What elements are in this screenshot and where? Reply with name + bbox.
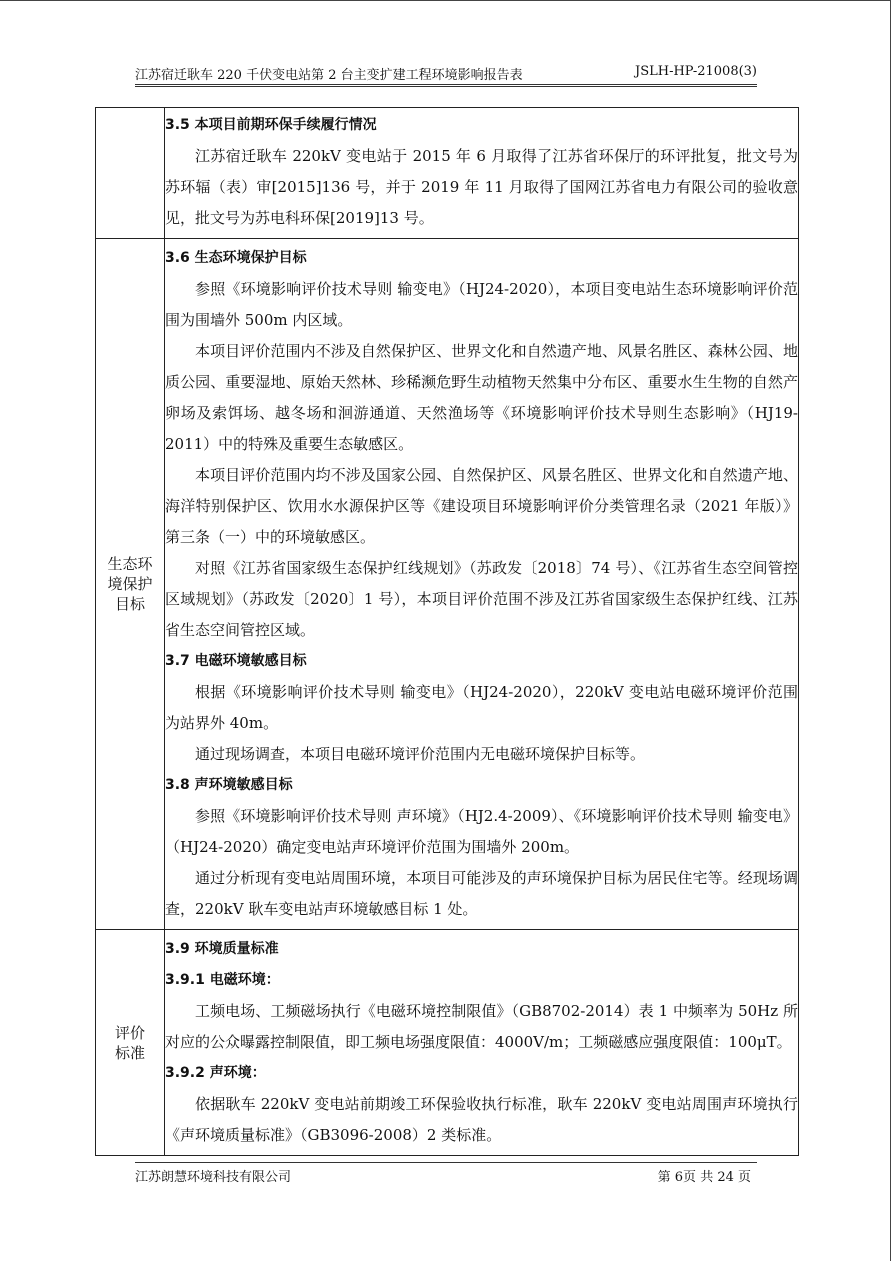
page-header [135, 64, 757, 84]
page-footer [135, 1166, 757, 1186]
table-row-standards [96, 930, 799, 1156]
paragraph: 本项目评价范围内均不涉及国家公园、自然保护区、风景名胜区、世界文化和自然遗产地、海洋特别保护区、饮用水水源保护区等《建设项目环境影响评价分类管理名录（2021 年版）》第三条（一）中的环境敏感区。 [165, 466, 798, 546]
table-row-3-5 [96, 108, 799, 239]
section-heading: 3.8 声环境敏感目标 [165, 777, 293, 793]
row-content [165, 930, 799, 1156]
doc-code: JSLH-HP-21008(3) [634, 64, 757, 79]
header-rule [135, 84, 757, 85]
footer-rule [135, 1162, 757, 1163]
paragraph: 江苏宿迁耿车 220kV 变电站于 2015 年 6 月取得了江苏省环保厅的环评批复，批文号为苏环辐（表）审[2015]136 号，并于 2019 年 11 月取得了国网江苏省电力有限公司的验收意见，批文号为苏电科环保[2019]13 号。 [165, 147, 798, 227]
subsection-heading: 3.9.2 声环境： [165, 1065, 266, 1081]
page-number: 第 6页 共 24 页 [657, 1170, 751, 1185]
header-rule-double [135, 86, 757, 87]
subsection-heading: 3.9.1 电磁环境： [165, 972, 280, 988]
paragraph: 通过现场调查，本项目电磁环境评价范围内无电磁环境保护目标等。 [195, 745, 646, 763]
paragraph: 参照《环境影响评价技术导则 声环境》（HJ2.4-2009）、《环境影响评价技术导则 输变电》（HJ24-2020）确定变电站声环境评价范围为围墙外 200m。 [165, 807, 798, 856]
row-content [165, 239, 799, 930]
section-heading: 3.5 本项目前期环保手续履行情况 [165, 117, 377, 133]
company-name: 江苏朗慧环境科技有限公司 [135, 1170, 292, 1185]
row-content [165, 108, 799, 239]
section-heading: 3.9 环境质量标准 [165, 941, 279, 957]
paragraph: 根据《环境影响评价技术导则 输变电》（HJ24-2020），220kV 变电站电磁环境评价范围为站界外 40m。 [165, 683, 798, 732]
paragraph: 对照《江苏省国家级生态保护红线规划》（苏政发〔2018〕74 号）、《江苏省生态空间管控区域规划》（苏政发〔2020〕1 号），本项目评价范围不涉及江苏省国家级生态保护红线、江苏省生态空间管控区域。 [165, 559, 798, 639]
paragraph: 本项目评价范围内不涉及自然保护区、世界文化和自然遗产地、风景名胜区、森林公园、地质公园、重要湿地、原始天然林、珍稀濒危野生动植物天然集中分布区、重要水生生物的自然产卵场及索饵场、越冬场和洄游通道、天然渔场等《环境影响评价技术导则生态影响》（HJ19-2011）中的特殊及重要生态敏感区。 [165, 342, 798, 453]
table-row-ecology [96, 239, 799, 930]
row-label [96, 108, 165, 239]
paragraph: 参照《环境影响评价技术导则 输变电》（HJ24-2020），本项目变电站生态环境影响评价范围为围墙外 500m 内区域。 [165, 280, 798, 329]
paragraph: 通过分析现有变电站周围环境，本项目可能涉及的声环境保护目标为居民住宅等。经现场调查，220kV 耿车变电站声环境敏感目标 1 处。 [165, 869, 798, 918]
row-label: 生态环境保护目标 [96, 239, 165, 930]
section-heading: 3.6 生态环境保护目标 [165, 250, 307, 266]
paragraph: 依据耿车 220kV 变电站前期竣工环保验收执行标准，耿车 220kV 变电站周围声环境执行《声环境质量标准》（GB3096-2008）2 类标准。 [165, 1095, 798, 1144]
report-title: 江苏宿迁耿车 220 千伏变电站第 2 台主变扩建工程环境影响报告表 [135, 68, 523, 83]
row-label: 评价标准 [96, 930, 165, 1156]
content-table [95, 107, 799, 1156]
paragraph: 工频电场、工频磁场执行《电磁环境控制限值》（GB8702-2014）表 1 中频率为 50Hz 所对应的公众曝露控制限值，即工频电场强度限值：4000V/m；工频磁感应强度限值：100μT。 [165, 1002, 798, 1051]
section-heading: 3.7 电磁环境敏感目标 [165, 653, 307, 669]
